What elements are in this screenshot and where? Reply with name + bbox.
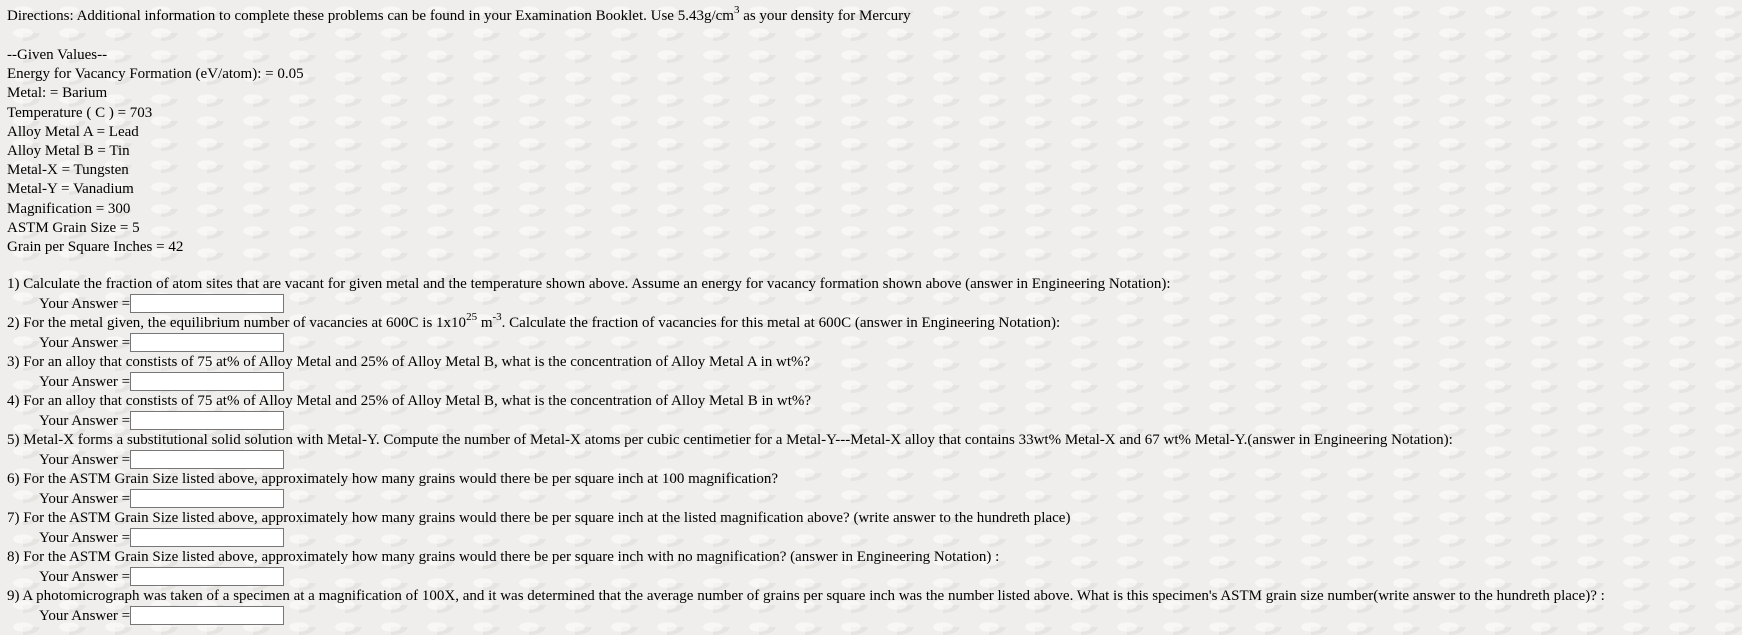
question-6-text: 6) For the ASTM Grain Size listed above, approximately how many grains would there be per square inch at 100 magnification?: [7, 471, 779, 487]
directions-text: [7, 6, 911, 26]
answer-row-5: [39, 450, 284, 470]
answer-row-2: [39, 333, 284, 353]
given-value-alloy-metal-a: Alloy Metal A = Lead: [7, 123, 139, 140]
answer-row-6: [39, 489, 284, 509]
given-values-header: --Given Values--: [7, 47, 108, 63]
given-value-metal: Metal: = Barium: [7, 85, 108, 102]
question-4-text: 4) For an alloy that constists of 75 at% of Alloy Metal and 25% of Alloy Metal B, what is the concentration of Alloy Metal B in wt%?: [7, 393, 812, 409]
given-value-magnification: Magnification = 300: [7, 200, 131, 217]
answer-row-9: [39, 606, 284, 626]
answer-label: Your Answer =: [39, 296, 131, 312]
question-9-text: 9) A photomicrograph was taken of a specimen at a magnification of 100X, and it was determined that the average number of grains per square inch was the number listed above. What is this specimen's ASTM grain size number(write answer to the hundreth place)? :: [7, 588, 1605, 604]
question-2-text-part: m: [477, 315, 493, 331]
answer-input-8[interactable]: [130, 567, 284, 586]
answer-input-5[interactable]: [130, 450, 284, 469]
given-value-energy: Energy for Vacancy Formation (eV/atom): = 0.05: [7, 66, 304, 83]
question-2-exponent: 25: [466, 311, 478, 323]
answer-label: Your Answer =: [39, 452, 131, 468]
answer-row-4: [39, 411, 284, 431]
directions-text-tail: as your density for Mercury: [739, 8, 911, 24]
answer-label: Your Answer =: [39, 530, 131, 546]
answer-row-7: [39, 528, 284, 548]
answer-label: Your Answer =: [39, 374, 131, 390]
question-5-text: 5) Metal-X forms a substitutional solid solution with Metal-Y. Compute the number of Metal-X atoms per cubic centimetier for a Metal-Y---Metal-X alloy that contains 33wt% Metal-X and 67 wt% Metal-Y.(answer in Engineering Notation):: [7, 432, 1453, 448]
answer-label: Your Answer =: [39, 569, 131, 585]
answer-label: Your Answer =: [39, 491, 131, 507]
answer-input-2[interactable]: [130, 333, 284, 352]
answer-input-9[interactable]: [130, 606, 284, 625]
answer-input-7[interactable]: [130, 528, 284, 547]
question-2-exponent: -3: [492, 311, 502, 323]
directions-text-main: Directions: Additional information to complete these problems can be found in your Examination Booklet. Use 5.43g/cm: [7, 8, 734, 24]
given-value-metal-y: Metal-Y = Vanadium: [7, 181, 134, 198]
given-value-temperature: Temperature ( C ) = 703: [7, 104, 153, 121]
answer-label: Your Answer =: [39, 413, 131, 429]
answer-input-6[interactable]: [130, 489, 284, 508]
answer-label: Your Answer =: [39, 335, 131, 351]
question-8-text: 8) For the ASTM Grain Size listed above, approximately how many grains would there be per square inch with no magnification? (answer in Engineering Notation) :: [7, 549, 1000, 565]
given-values-block: [7, 46, 304, 257]
answer-row-1: [39, 294, 284, 314]
question-2-text-part: 2) For the metal given, the equilibrium number of vacancies at 600C is 1x10: [7, 315, 467, 331]
given-value-metal-x: Metal-X = Tungsten: [7, 162, 129, 179]
answer-input-3[interactable]: [130, 372, 284, 391]
given-value-grain-per-square-inch: Grain per Square Inches = 42: [7, 238, 184, 255]
directions-superscript: 3: [733, 4, 740, 16]
question-2-text: [7, 311, 1061, 333]
answer-row-3: [39, 372, 284, 392]
question-7-text: 7) For the ASTM Grain Size listed above, approximately how many grains would there be per square inch at the listed magnification above? (write answer to the hundreth place): [7, 510, 1071, 526]
answer-input-4[interactable]: [130, 411, 284, 430]
question-2-text-part: . Calculate the fraction of vacancies for this metal at 600C (answer in Engineering Notation):: [501, 315, 1061, 331]
given-value-astm-grain-size: ASTM Grain Size = 5: [7, 219, 140, 236]
answer-row-8: [39, 567, 284, 587]
answer-input-1[interactable]: [130, 294, 284, 313]
question-3-text: 3) For an alloy that constists of 75 at% of Alloy Metal and 25% of Alloy Metal B, what is the concentration of Alloy Metal A in wt%?: [7, 354, 811, 370]
question-1-text: 1) Calculate the fraction of atom sites that are vacant for given metal and the temperature shown above. Assume an energy for vacancy formation shown above (answer in Engineering Notation):: [7, 276, 1171, 292]
answer-label: Your Answer =: [39, 608, 131, 624]
given-value-alloy-metal-b: Alloy Metal B = Tin: [7, 142, 130, 159]
